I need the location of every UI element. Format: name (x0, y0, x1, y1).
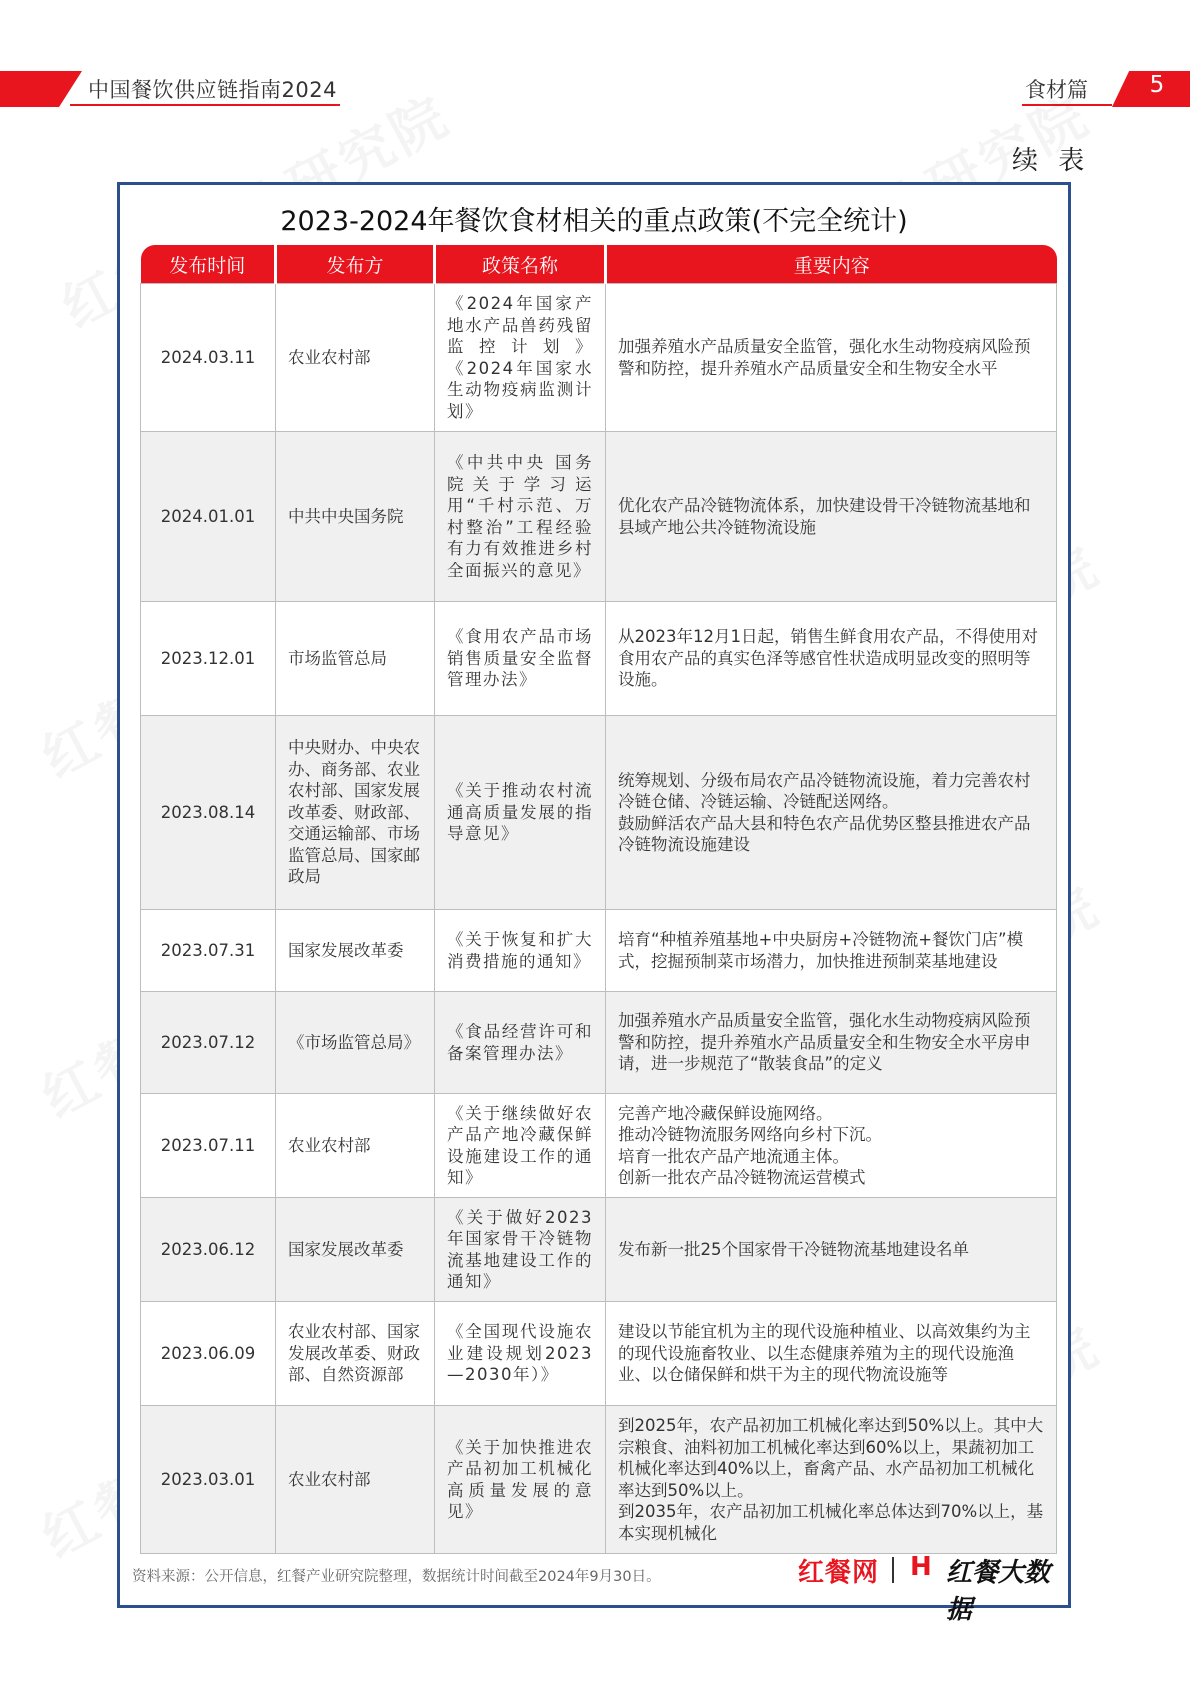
continued-label: 续 表 (1012, 146, 1091, 176)
cell-policy: 《关于推动农村流通高质量发展的指导意见》 (435, 716, 606, 910)
source-note: 资料来源：公开信息，红餐产业研究院整理，数据统计时间截至2024年9月30日。 (132, 1569, 661, 1585)
cell-policy: 《食用农产品市场销售质量安全监督管理办法》 (435, 602, 606, 716)
cell-date: 2024.01.01 (141, 432, 276, 602)
column-header-date: 发布时间 (141, 245, 276, 284)
column-header-content: 重要内容 (606, 245, 1057, 284)
cell-date: 2023.07.11 (141, 1094, 276, 1198)
cell-issuer: 中央财办、中央农办、商务部、农业农村部、国家发展改革委、财政部、交通运输部、市场监管总局、国家邮政局 (276, 716, 435, 910)
cell-issuer: 农业农村部、国家发展改革委、财政部、自然资源部 (276, 1302, 435, 1406)
title-underline (70, 104, 340, 106)
section-label: 食材篇 (1025, 78, 1088, 102)
cell-issuer: 国家发展改革委 (276, 910, 435, 992)
cell-issuer: 农业农村部 (276, 1406, 435, 1554)
cell-policy: 《关于继续做好农产品产地冷藏保鲜设施建设工作的通知》 (435, 1094, 606, 1198)
cell-date: 2023.06.12 (141, 1198, 276, 1302)
cell-issuer: 市场监管总局 (276, 602, 435, 716)
table-row (141, 432, 1057, 602)
section-underline (1022, 104, 1112, 106)
table-header-row (141, 245, 1057, 284)
cell-date: 2023.03.01 (141, 1406, 276, 1554)
cell-issuer: 国家发展改革委 (276, 1198, 435, 1302)
cell-issuer: 《市场监管总局》 (276, 992, 435, 1094)
table-row (141, 1094, 1057, 1198)
table-row (141, 284, 1057, 432)
table-row (141, 992, 1057, 1094)
policy-table (140, 245, 1057, 1554)
hongcan-bigdata-logo: 红餐大数据 (946, 1558, 1051, 1625)
cell-date: 2023.12.01 (141, 602, 276, 716)
cell-content: 从2023年12月1日起，销售生鲜食用农产品，不得使用对食用农产品的真实色泽等感官性状造成明显改变的照明等设施。 (606, 602, 1057, 716)
cell-date: 2023.07.31 (141, 910, 276, 992)
page-number: 5 (1149, 72, 1165, 98)
table-row (141, 1302, 1057, 1406)
cell-date: 2024.03.11 (141, 284, 276, 432)
header-red-band-left (0, 71, 82, 107)
cell-content: 发布新一批25个国家骨干冷链物流基地建设名单 (606, 1198, 1057, 1302)
document-title: 中国餐饮供应链指南2024 (88, 78, 337, 102)
cell-issuer: 农业农村部 (276, 1094, 435, 1198)
hongcan-bigdata-icon: H (910, 1552, 932, 1582)
cell-content: 加强养殖水产品质量安全监管，强化水生动物疫病风险预警和防控，提升养殖水产品质量安全和生物安全水平 (606, 284, 1057, 432)
table-row (141, 716, 1057, 910)
cell-policy: 《2024年国家产地水产品兽药残留监控计划》《2024年国家水生动物疫病监测计划》 (435, 284, 606, 432)
cell-policy: 《全国现代设施农业建设规划2023—2030年）》 (435, 1302, 606, 1406)
column-header-policy: 政策名称 (435, 245, 606, 284)
cell-policy: 《关于做好2023年国家骨干冷链物流基地建设工作的通知》 (435, 1198, 606, 1302)
cell-policy: 《食品经营许可和备案管理办法》 (435, 992, 606, 1094)
cell-content: 到2025年，农产品初加工机械化率达到50%以上。其中大宗粮食、油料初加工机械化率达到60%以上，果蔬初加工机械化率达到40%以上，畜禽产品、水产品初加工机械化率达到50%以上。 到2035年，农产品初加工机械化率总体达到70%以上，基本实现机械化 (606, 1406, 1057, 1554)
cell-date: 2023.08.14 (141, 716, 276, 910)
cell-policy: 《关于恢复和扩大消费措施的通知》 (435, 910, 606, 992)
cell-content: 建设以节能宜机为主的现代设施种植业、以高效集约为主的现代设施畜牧业、以生态健康养殖为主的现代设施渔业、以仓储保鲜和烘干为主的现代物流设施等 (606, 1302, 1057, 1406)
cell-issuer: 农业农村部 (276, 284, 435, 432)
cell-policy: 《关于加快推进农产品初加工机械化高质量发展的意见》 (435, 1406, 606, 1554)
cell-content: 统筹规划、分级布局农产品冷链物流设施，着力完善农村冷链仓储、冷链运输、冷链配送网络。 鼓励鲜活农产品大县和特色农产品优势区整县推进农产品冷链物流设施建设 (606, 716, 1057, 910)
cell-date: 2023.07.12 (141, 992, 276, 1094)
table-frame (117, 182, 1071, 1625)
table-row (141, 1198, 1057, 1302)
logo-divider (892, 1557, 894, 1583)
cell-content: 加强养殖水产品质量安全监管，强化水生动物疫病风险预警和防控，提升养殖水产品质量安全和生物安全水平房申请，进一步规范了“散装食品”的定义 (606, 992, 1057, 1094)
table-title: 2023-2024年餐饮食材相关的重点政策(不完全统计) (280, 206, 908, 237)
cell-issuer: 中共中央国务院 (276, 432, 435, 602)
cell-date: 2023.06.09 (141, 1302, 276, 1406)
table-row (141, 1406, 1057, 1554)
column-header-issuer: 发布方 (276, 245, 435, 284)
cell-content: 优化农产品冷链物流体系，加快建设骨干冷链物流基地和县域产地公共冷链物流设施 (606, 432, 1057, 602)
cell-content: 完善产地冷藏保鲜设施网络。 推动冷链物流服务网络向乡村下沉。 培育一批农产品产地流通主体。 创新一批农产品冷链物流运营模式 (606, 1094, 1057, 1198)
cell-content: 培育“种植养殖基地+中央厨房+冷链物流+餐饮门店”模式，挖掘预制菜市场潜力，加快推进预制菜基地建设 (606, 910, 1057, 992)
hongcan-logo: 红餐网 (798, 1558, 880, 1588)
cell-policy: 《中共中央 国务院关于学习运用“千村示范、万村整治”工程经验有力有效推进乡村全面振兴的意见》 (435, 432, 606, 602)
table-row (141, 910, 1057, 992)
table-row (141, 602, 1057, 716)
